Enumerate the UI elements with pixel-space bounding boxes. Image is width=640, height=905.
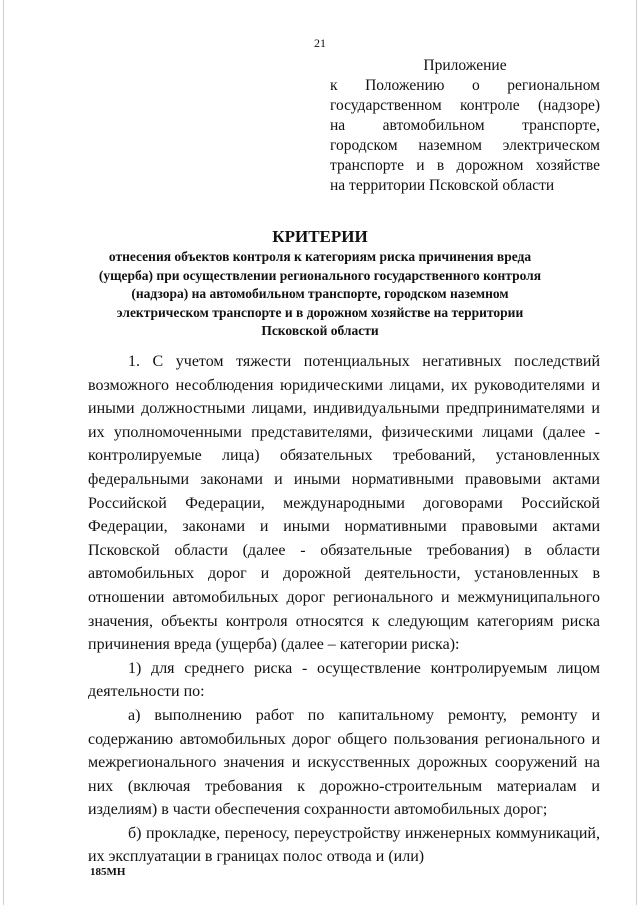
heading-subtitle-line: электрическом транспорте и в дорожном хозяйстве на территории: [116, 304, 524, 320]
heading-subtitle-line: отнесения объектов контроля к категориям риска причинения вреда: [108, 249, 532, 264]
scan-edge-right: [636, 0, 637, 905]
appendix-block: [330, 56, 600, 196]
appendix-title: Приложение: [423, 57, 507, 74]
paragraph: а) выполнению работ по капитальному ремонту, ремонту и содержанию автомобильных дорог общего пользования регионального и межрегионального значения и искусственных дорожных сооружений на них (включая требования к дорожно-строительным материалам и изделиям) в части обеспечения сохранности автомобильных дорог;: [88, 706, 600, 819]
heading-subtitle-line: (ущерба) при осуществлении регионального государственного контроля: [98, 267, 542, 283]
scan-edge-left: [3, 0, 4, 905]
paragraph: 1) для среднего риска - осуществление контролируемым лицом деятельности по:: [88, 659, 600, 701]
appendix-line: государственном контроле (надзоре): [330, 97, 600, 114]
heading-title: КРИТЕРИИ: [272, 227, 368, 246]
paragraph: б) прокладке, переносу, переустройству инженерных коммуникаций, их эксплуатации в границах полос отвода и (или): [88, 824, 600, 866]
footer-code: 185МН: [90, 866, 126, 878]
page-number: 21: [314, 36, 326, 50]
paragraph: 1. С учетом тяжести потенциальных негативных последствий возможного несоблюдения юридическими лицами, их руководителями и иными должностными лицами, индивидуальными предпринимателями и их уполномоченными представителями, физическими лицами (далее - контролируемые лица) обязательных требований, установленных федеральными законами и иными нормативными правовыми актами Российской Федерации, международными договорами Российской Федерации, законами и иными нормативными правовыми актами Псковской области (далее - обязательные требования) в области автомобильных дорог и дорожной деятельности, установленных в отношении автомобильных дорог регионального и межмуниципального значения, объекты контроля относятся к следующим категориям риска причинения вреда (ущерба) (далее – категории риска):: [88, 353, 600, 654]
appendix-line: на территории Псковской области: [330, 177, 555, 194]
heading-subtitle-line: (надзора) на автомобильном транспорте, городском наземном: [131, 286, 509, 301]
heading-subtitle-line: Псковской области: [261, 323, 379, 338]
document-heading: [70, 226, 570, 341]
appendix-line: к Положению о региональном: [330, 77, 600, 94]
appendix-line: городском наземном электрическом: [330, 137, 600, 154]
appendix-line: транспорте и в дорожном хозяйстве: [330, 157, 600, 174]
document-body: [88, 350, 600, 869]
appendix-line: на автомобильном транспорте,: [330, 117, 600, 134]
